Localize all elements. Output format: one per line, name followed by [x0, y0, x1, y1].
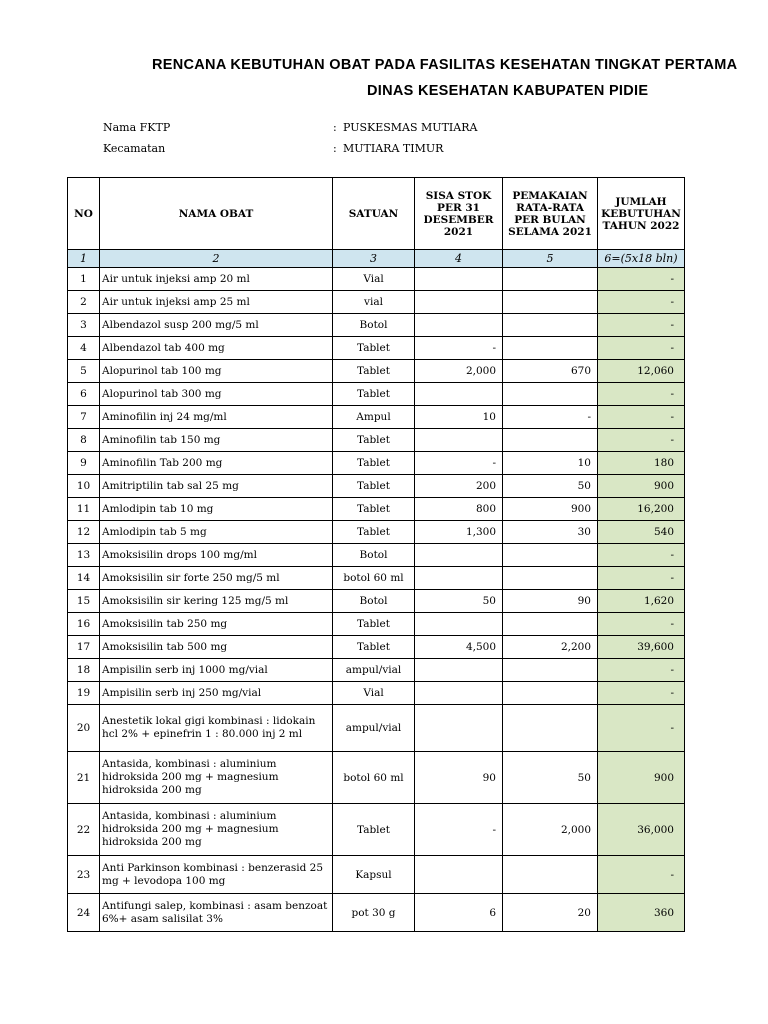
- annual-need-cell: 1,620: [598, 590, 685, 613]
- column-index: 2: [100, 250, 333, 268]
- average-usage-cell: 2,000: [503, 804, 598, 856]
- table-row: [68, 291, 685, 314]
- remaining-stock-cell: 200: [415, 475, 503, 498]
- annual-need-cell: 36,000: [598, 804, 685, 856]
- row-number-cell: 6: [68, 383, 100, 406]
- column-header-no: NO: [68, 178, 100, 250]
- meta-kecamatan-label: Kecamatan: [103, 142, 166, 155]
- remaining-stock-cell: 800: [415, 498, 503, 521]
- drug-name-cell: Air untuk injeksi amp 25 ml: [100, 291, 333, 314]
- remaining-stock-cell: -: [415, 452, 503, 475]
- row-number-cell: 5: [68, 360, 100, 383]
- remaining-stock-cell: -: [415, 337, 503, 360]
- drug-name-cell: Antasida, kombinasi : aluminium hidroksida 200 mg + magnesium hidroksida 200 mg: [100, 752, 333, 804]
- drug-name-cell: Amoksisilin tab 250 mg: [100, 613, 333, 636]
- remaining-stock-cell: 1,300: [415, 521, 503, 544]
- row-number-cell: 15: [68, 590, 100, 613]
- average-usage-cell: [503, 567, 598, 590]
- unit-cell: vial: [333, 291, 415, 314]
- table-row: [68, 682, 685, 705]
- row-number-cell: 9: [68, 452, 100, 475]
- unit-cell: Tablet: [333, 429, 415, 452]
- average-usage-cell: 2,200: [503, 636, 598, 659]
- remaining-stock-cell: 2,000: [415, 360, 503, 383]
- average-usage-cell: 670: [503, 360, 598, 383]
- row-number-cell: 17: [68, 636, 100, 659]
- row-number-cell: 12: [68, 521, 100, 544]
- meta-kecamatan-value: MUTIARA TIMUR: [343, 142, 444, 155]
- average-usage-cell: 900: [503, 498, 598, 521]
- drug-name-cell: Anestetik lokal gigi kombinasi : lidokain hcl 2% + epinefrin 1 : 80.000 inj 2 ml: [100, 705, 333, 752]
- annual-need-cell: -: [598, 567, 685, 590]
- remaining-stock-cell: [415, 314, 503, 337]
- remaining-stock-cell: [415, 429, 503, 452]
- table-row: [68, 337, 685, 360]
- annual-need-cell: -: [598, 406, 685, 429]
- remaining-stock-cell: [415, 291, 503, 314]
- remaining-stock-cell: 6: [415, 894, 503, 932]
- annual-need-cell: -: [598, 705, 685, 752]
- drug-name-cell: Alopurinol tab 100 mg: [100, 360, 333, 383]
- meta-separator: :: [333, 142, 337, 155]
- remaining-stock-cell: [415, 567, 503, 590]
- annual-need-cell: 16,200: [598, 498, 685, 521]
- average-usage-cell: [503, 705, 598, 752]
- table-row: [68, 498, 685, 521]
- average-usage-cell: 50: [503, 752, 598, 804]
- row-number-cell: 18: [68, 659, 100, 682]
- table-row: [68, 544, 685, 567]
- average-usage-cell: [503, 682, 598, 705]
- unit-cell: Vial: [333, 268, 415, 291]
- row-number-cell: 22: [68, 804, 100, 856]
- row-number-cell: 21: [68, 752, 100, 804]
- annual-need-cell: -: [598, 268, 685, 291]
- column-header-name: NAMA OBAT: [100, 178, 333, 250]
- row-number-cell: 13: [68, 544, 100, 567]
- meta-fktp-value: PUSKESMAS MUTIARA: [343, 121, 478, 134]
- column-index: 6=(5x18 bln): [598, 250, 685, 268]
- unit-cell: Botol: [333, 544, 415, 567]
- unit-cell: Tablet: [333, 475, 415, 498]
- column-header-usage: PEMAKAIAN RATA-RATA PER BULAN SELAMA 2021: [503, 178, 598, 250]
- unit-cell: Tablet: [333, 521, 415, 544]
- unit-cell: Tablet: [333, 804, 415, 856]
- drug-name-cell: Amlodipin tab 10 mg: [100, 498, 333, 521]
- drug-name-cell: Amoksisilin tab 500 mg: [100, 636, 333, 659]
- remaining-stock-cell: [415, 268, 503, 291]
- remaining-stock-cell: 90: [415, 752, 503, 804]
- unit-cell: ampul/vial: [333, 659, 415, 682]
- column-index: 5: [503, 250, 598, 268]
- row-number-cell: 24: [68, 894, 100, 932]
- annual-need-cell: -: [598, 383, 685, 406]
- row-number-cell: 16: [68, 613, 100, 636]
- drug-name-cell: Aminofilin inj 24 mg/ml: [100, 406, 333, 429]
- column-header-stock: SISA STOK PER 31 DESEMBER 2021: [415, 178, 503, 250]
- table-row: [68, 429, 685, 452]
- drug-name-cell: Amitriptilin tab sal 25 mg: [100, 475, 333, 498]
- annual-need-cell: -: [598, 429, 685, 452]
- row-number-cell: 20: [68, 705, 100, 752]
- column-header-unit: SATUAN: [333, 178, 415, 250]
- table-row: [68, 360, 685, 383]
- table-row: [68, 406, 685, 429]
- meta-separator: :: [333, 121, 337, 134]
- annual-need-cell: -: [598, 682, 685, 705]
- unit-cell: ampul/vial: [333, 705, 415, 752]
- average-usage-cell: [503, 659, 598, 682]
- annual-need-cell: -: [598, 544, 685, 567]
- table-row: [68, 590, 685, 613]
- drug-name-cell: Aminofilin tab 150 mg: [100, 429, 333, 452]
- unit-cell: Tablet: [333, 383, 415, 406]
- average-usage-cell: [503, 314, 598, 337]
- column-header-need: JUMLAH KEBUTUHAN TAHUN 2022: [598, 178, 685, 250]
- drug-name-cell: Ampisilin serb inj 250 mg/vial: [100, 682, 333, 705]
- unit-cell: Tablet: [333, 636, 415, 659]
- average-usage-cell: [503, 291, 598, 314]
- meta-kecamatan: [103, 142, 443, 155]
- column-index: 4: [415, 250, 503, 268]
- unit-cell: Tablet: [333, 613, 415, 636]
- row-number-cell: 14: [68, 567, 100, 590]
- table-row: [68, 567, 685, 590]
- drug-name-cell: Alopurinol tab 300 mg: [100, 383, 333, 406]
- average-usage-cell: 30: [503, 521, 598, 544]
- unit-cell: botol 60 ml: [333, 752, 415, 804]
- unit-cell: Botol: [333, 314, 415, 337]
- drug-name-cell: Amlodipin tab 5 mg: [100, 521, 333, 544]
- remaining-stock-cell: -: [415, 804, 503, 856]
- annual-need-cell: -: [598, 314, 685, 337]
- row-number-cell: 7: [68, 406, 100, 429]
- annual-need-cell: 12,060: [598, 360, 685, 383]
- column-index: 3: [333, 250, 415, 268]
- remaining-stock-cell: [415, 659, 503, 682]
- annual-need-cell: -: [598, 856, 685, 894]
- drug-name-cell: Anti Parkinson kombinasi : benzerasid 25 mg + levodopa 100 mg: [100, 856, 333, 894]
- drug-name-cell: Antasida, kombinasi : aluminium hidroksida 200 mg + magnesium hidroksida 200 mg: [100, 804, 333, 856]
- average-usage-cell: 20: [503, 894, 598, 932]
- annual-need-cell: -: [598, 659, 685, 682]
- document-title: RENCANA KEBUTUHAN OBAT PADA FASILITAS KESEHATAN TINGKAT PERTAMA: [152, 57, 738, 73]
- unit-cell: Tablet: [333, 452, 415, 475]
- average-usage-cell: [503, 544, 598, 567]
- row-number-cell: 19: [68, 682, 100, 705]
- unit-cell: Kapsul: [333, 856, 415, 894]
- table-row: [68, 705, 685, 752]
- table-row: [68, 268, 685, 291]
- document-subtitle: DINAS KESEHATAN KABUPATEN PIDIE: [367, 83, 649, 99]
- annual-need-cell: -: [598, 291, 685, 314]
- table-row: [68, 452, 685, 475]
- row-number-cell: 23: [68, 856, 100, 894]
- unit-cell: Botol: [333, 590, 415, 613]
- table-row: [68, 383, 685, 406]
- unit-cell: botol 60 ml: [333, 567, 415, 590]
- drug-name-cell: Amoksisilin sir kering 125 mg/5 ml: [100, 590, 333, 613]
- table-row: [68, 314, 685, 337]
- row-number-cell: 8: [68, 429, 100, 452]
- average-usage-cell: -: [503, 406, 598, 429]
- row-number-cell: 2: [68, 291, 100, 314]
- table-row: [68, 752, 685, 804]
- remaining-stock-cell: [415, 383, 503, 406]
- meta-fktp: [103, 121, 477, 134]
- remaining-stock-cell: 4,500: [415, 636, 503, 659]
- table-row: [68, 521, 685, 544]
- drug-name-cell: Air untuk injeksi amp 20 ml: [100, 268, 333, 291]
- annual-need-cell: -: [598, 337, 685, 360]
- unit-cell: Ampul: [333, 406, 415, 429]
- average-usage-cell: 50: [503, 475, 598, 498]
- average-usage-cell: [503, 429, 598, 452]
- average-usage-cell: [503, 856, 598, 894]
- annual-need-cell: 900: [598, 475, 685, 498]
- average-usage-cell: [503, 383, 598, 406]
- drug-name-cell: Amoksisilin sir forte 250 mg/5 ml: [100, 567, 333, 590]
- remaining-stock-cell: [415, 544, 503, 567]
- drug-name-cell: Antifungi salep, kombinasi : asam benzoat 6%+ asam salisilat 3%: [100, 894, 333, 932]
- remaining-stock-cell: [415, 613, 503, 636]
- unit-cell: pot 30 g: [333, 894, 415, 932]
- remaining-stock-cell: [415, 682, 503, 705]
- remaining-stock-cell: [415, 705, 503, 752]
- average-usage-cell: [503, 268, 598, 291]
- drug-name-cell: Aminofilin Tab 200 mg: [100, 452, 333, 475]
- drug-name-cell: Amoksisilin drops 100 mg/ml: [100, 544, 333, 567]
- annual-need-cell: -: [598, 613, 685, 636]
- drug-name-cell: Albendazol susp 200 mg/5 ml: [100, 314, 333, 337]
- unit-cell: Tablet: [333, 337, 415, 360]
- row-number-cell: 11: [68, 498, 100, 521]
- unit-cell: Vial: [333, 682, 415, 705]
- annual-need-cell: 540: [598, 521, 685, 544]
- drug-needs-table: [67, 177, 685, 932]
- annual-need-cell: 360: [598, 894, 685, 932]
- table-row: [68, 894, 685, 932]
- annual-need-cell: 900: [598, 752, 685, 804]
- average-usage-cell: 10: [503, 452, 598, 475]
- table-row: [68, 856, 685, 894]
- row-number-cell: 4: [68, 337, 100, 360]
- table-row: [68, 659, 685, 682]
- table-row: [68, 636, 685, 659]
- annual-need-cell: 180: [598, 452, 685, 475]
- remaining-stock-cell: [415, 856, 503, 894]
- row-number-cell: 1: [68, 268, 100, 291]
- average-usage-cell: [503, 337, 598, 360]
- drug-name-cell: Albendazol tab 400 mg: [100, 337, 333, 360]
- meta-fktp-label: Nama FKTP: [103, 121, 171, 134]
- drug-name-cell: Ampisilin serb inj 1000 mg/vial: [100, 659, 333, 682]
- annual-need-cell: 39,600: [598, 636, 685, 659]
- row-number-cell: 3: [68, 314, 100, 337]
- average-usage-cell: 90: [503, 590, 598, 613]
- average-usage-cell: [503, 613, 598, 636]
- table-row: [68, 475, 685, 498]
- unit-cell: Tablet: [333, 498, 415, 521]
- unit-cell: Tablet: [333, 360, 415, 383]
- remaining-stock-cell: 10: [415, 406, 503, 429]
- row-number-cell: 10: [68, 475, 100, 498]
- column-index: 1: [68, 250, 100, 268]
- table-row: [68, 804, 685, 856]
- table-row: [68, 613, 685, 636]
- remaining-stock-cell: 50: [415, 590, 503, 613]
